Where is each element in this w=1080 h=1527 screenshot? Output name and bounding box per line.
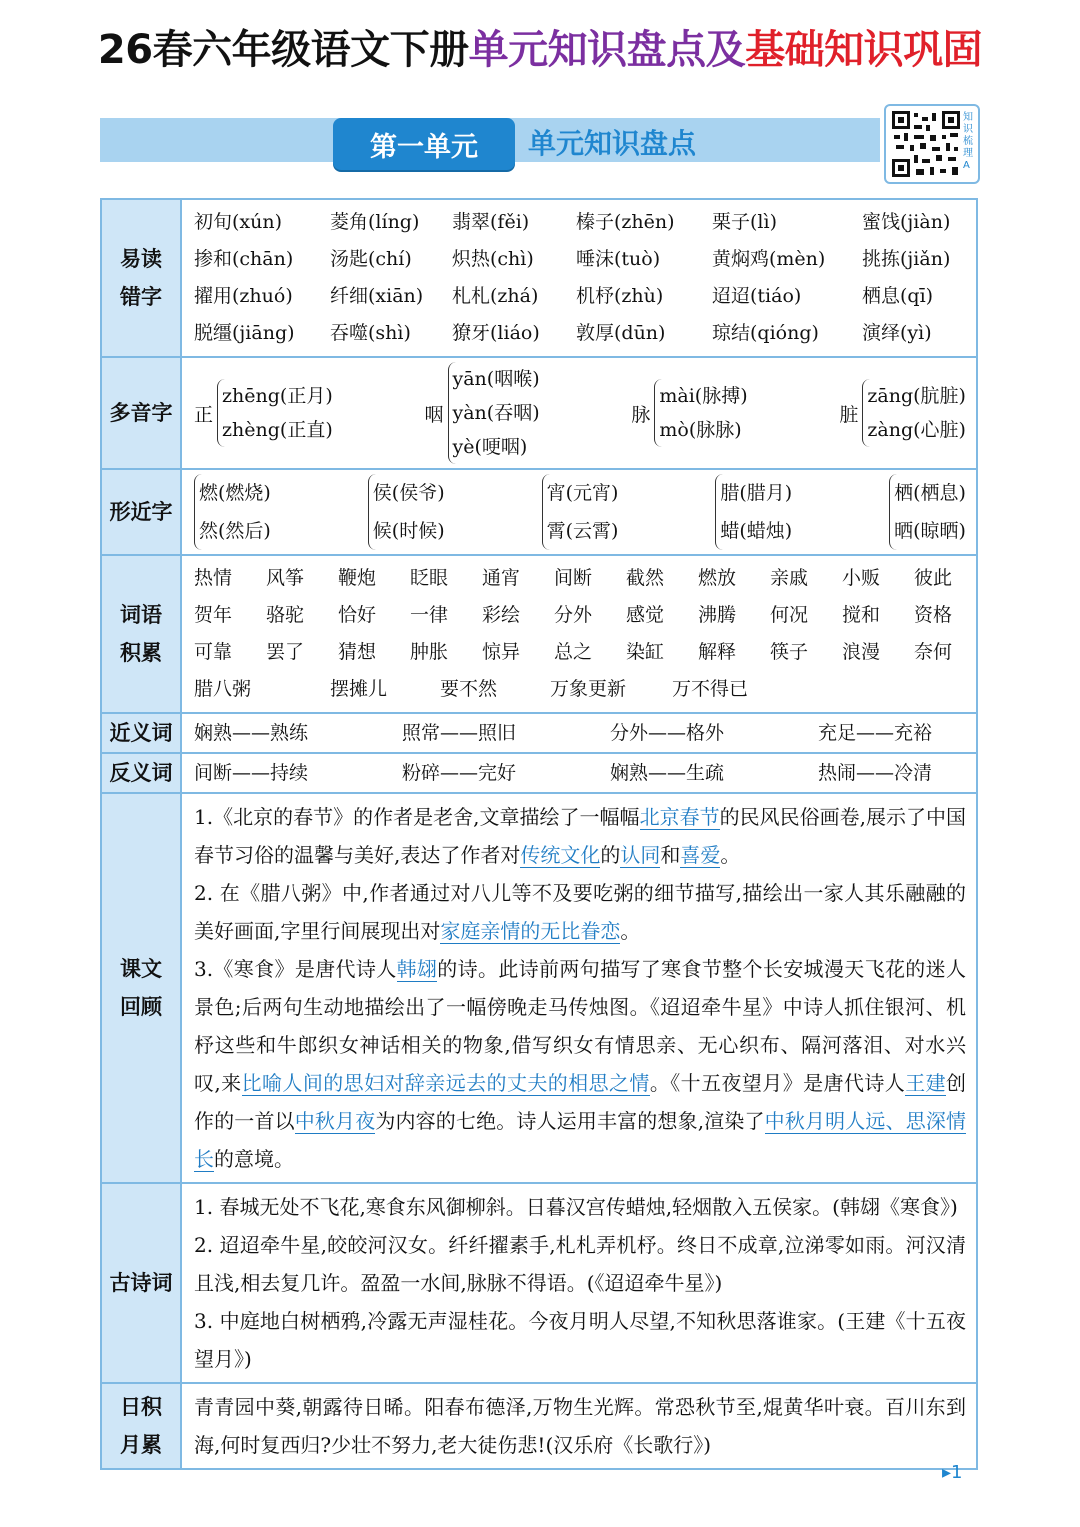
yidu-item: 掺和(chān): [194, 248, 294, 270]
ciyu-word: 解释: [698, 641, 737, 663]
xingjin-group: [368, 474, 445, 550]
xingjin-item: 燃(燃烧): [199, 482, 271, 504]
row-duoyin: [101, 357, 977, 469]
duoyin-char: 正: [194, 403, 214, 426]
yidu-item: 演绎(yì): [862, 322, 932, 344]
xingjin-item: 腊(腊月): [720, 482, 793, 504]
kewen-p3e: 。《十五夜望月》是唐代诗人: [649, 1071, 906, 1095]
kewen-content: [181, 793, 977, 1183]
duoyin-readings: [862, 379, 966, 447]
banner-part3: 基础知识巩固: [745, 27, 983, 73]
duoyin-row: [194, 362, 966, 464]
row-ciyu: [101, 555, 977, 713]
row-fanyi: [101, 753, 977, 793]
fanyi-pair: 粉碎——完好: [402, 761, 517, 784]
duoyin-reading: mò(脉脉): [659, 419, 742, 441]
duoyin-reading: zhèng(正直): [222, 419, 333, 441]
jinyi-pair: 分外——格外: [610, 721, 725, 744]
ciyu-word: 要不然: [440, 678, 498, 700]
kewen-hl-2: 传统文化: [520, 843, 601, 867]
ciyu-word: 万象更新: [550, 678, 627, 700]
label-kewen: [101, 793, 181, 1183]
label-gushi: 古诗词: [101, 1183, 181, 1383]
ciyu-word: 眨眼: [410, 567, 449, 589]
yidu-item: 栖息(qī): [862, 285, 934, 307]
xingjin-item: 蜡(蜡烛): [720, 520, 793, 542]
ciyu-word: 猜想: [338, 641, 377, 663]
kewen-hl-9: 中秋月夜: [294, 1109, 376, 1133]
label-yidu-2: 错字: [120, 285, 162, 309]
ciyu-grid2: [194, 671, 966, 708]
ciyu-word: 摆摊儿: [330, 678, 388, 700]
ciyu-word: 彩绘: [482, 604, 521, 626]
rijilei-content: [181, 1383, 977, 1469]
yidu-item: 纤细(xiān): [330, 285, 424, 307]
yidu-grid: [194, 204, 966, 352]
xingjin-item: 晒(晾晒): [894, 520, 966, 542]
duoyin-reading: zàng(心脏): [867, 419, 966, 441]
duoyin-reading: mài(脉搏): [659, 385, 748, 407]
kewen-p3: [194, 950, 966, 1178]
label-rijilei: [101, 1383, 181, 1469]
row-yidu: [101, 199, 977, 357]
xingjin-item: 霄(云霄): [546, 520, 619, 542]
ciyu-word: 热情: [194, 567, 233, 589]
yidu-item: 机杼(zhù): [576, 285, 664, 307]
kewen-p1: [194, 798, 966, 874]
ciyu-word: 分外: [554, 604, 593, 626]
yidu-content: [181, 199, 977, 357]
duoyin-char: 脉: [631, 403, 651, 426]
knowledge-table: [100, 198, 978, 1470]
yidu-item: 唾沫(tuò): [576, 248, 661, 270]
fanyi-grid: [194, 755, 966, 792]
jinyi-pair: 照常——照旧: [402, 721, 517, 744]
kewen-p2: [194, 874, 966, 950]
yidu-item: 黄焖鸡(mèn): [712, 248, 826, 270]
ciyu-word: 骆驼: [266, 604, 305, 626]
kewen-hl-4: 喜爱: [680, 843, 721, 867]
xingjin-item: 然(然后): [199, 520, 271, 542]
ciyu-word: 通宵: [482, 567, 521, 589]
kewen-hl-3: 认同: [620, 843, 661, 867]
gushi-p2: 2. 迢迢牵牛星,皎皎河汉女。纤纤擢素手,札札弄机杼。终日不成章,泣涕零如雨。河汉清且浅,相去复几许。盈盈一水间,脉脉不得语。(《迢迢牵牛星》): [194, 1233, 966, 1295]
ciyu-word: 筷子: [770, 641, 809, 663]
jinyi-grid: [194, 715, 966, 752]
ciyu-word: 截然: [626, 567, 665, 589]
ciyu-word: 贺年: [194, 604, 233, 626]
ciyu-content: [181, 555, 977, 713]
kewen-p3a: 3.《寒食》是唐代诗人: [194, 957, 397, 981]
duoyin-reading: zhēng(正月): [222, 385, 333, 407]
kewen-hl-6: 韩翃: [396, 957, 438, 981]
label-kewen-2: 回顾: [120, 995, 162, 1019]
duoyin-group: [839, 362, 966, 464]
yidu-item: 翡翠(fěi): [452, 211, 530, 233]
duoyin-readings: [448, 362, 540, 464]
xingjin-item: 宵(元宵): [546, 482, 619, 504]
ciyu-grid: [194, 560, 966, 671]
kewen-p1a: 1.《北京的春节》的作者是老舍,文章描绘了一幅幅: [194, 805, 640, 829]
yidu-item: 琼结(qióng): [712, 322, 819, 344]
ciyu-word: 一律: [410, 604, 449, 626]
kewen-hl-1: 北京春节: [639, 805, 720, 829]
label-fanyi: 反义词: [101, 753, 181, 793]
xingjin-item: 栖(栖息): [894, 482, 966, 504]
ciyu-word: 搅和: [842, 604, 881, 626]
fanyi-pair: 热闹——冷清: [818, 761, 933, 784]
kewen-p2a: 2. 在《腊八粥》中,作者通过对八儿等不及要吃粥的细节描写,描绘出一家人其乐融融的美好画面,字里行间展现出对: [194, 881, 966, 943]
yidu-item: 獠牙(liáo): [452, 322, 540, 344]
label-rijilei-2: 月累: [120, 1433, 162, 1457]
gushi-content: [181, 1183, 977, 1383]
yidu-item: 脱缰(jiāng): [194, 322, 295, 344]
xingjin-row: [194, 474, 966, 550]
xingjin-group: [715, 474, 792, 550]
xingjin-item: 侯(侯爷): [372, 482, 445, 504]
yidu-item: 初旬(xún): [194, 211, 283, 233]
ciyu-word: 浪漫: [842, 641, 881, 663]
label-rijilei-1: 日积: [120, 1395, 162, 1419]
duoyin-group: [631, 362, 747, 464]
yidu-item: 迢迢(tiáo): [712, 285, 802, 307]
kewen-p1e: 的: [600, 843, 621, 867]
kewen-p1g: 和: [660, 843, 681, 867]
xingjin-group: [194, 474, 271, 550]
kewen-p1c: 的民风民俗画卷,展示了中国春节习俗的温馨与美好,表达了作者对: [194, 805, 967, 867]
ciyu-word: 何况: [770, 604, 809, 626]
yidu-item: 榛子(zhēn): [576, 211, 675, 233]
duoyin-reading: yàn(吞咽): [452, 402, 540, 424]
ciyu-word: 沸腾: [698, 604, 737, 626]
yidu-item: 敦厚(dūn): [576, 322, 666, 344]
label-ciyu: [101, 555, 181, 713]
kewen-p3i: 为内容的七绝。诗人运用丰富的想象,渲染了: [375, 1109, 765, 1133]
label-duoyin: 多音字: [101, 357, 181, 469]
ciyu-word: 总之: [554, 641, 593, 663]
ciyu-word: 彼此: [914, 567, 953, 589]
duoyin-readings: [654, 379, 747, 447]
yidu-item: 擢用(zhuó): [194, 285, 293, 307]
row-kewen: [101, 793, 977, 1183]
fanyi-pair: 间断——持续: [194, 761, 309, 784]
ciyu-word: 资格: [914, 604, 953, 626]
kewen-p3k: 的意境。: [214, 1147, 294, 1171]
fanyi-content: [181, 753, 977, 793]
page-banner: [0, 18, 1080, 75]
duoyin-content: [181, 357, 977, 469]
jinyi-pair: 充足——充裕: [818, 721, 933, 744]
yidu-item: 札札(zhá): [452, 285, 539, 307]
yidu-item: 蜜饯(jiàn): [862, 211, 951, 233]
unit-badge: 第一单元: [333, 118, 515, 170]
row-jinyi: [101, 713, 977, 753]
yidu-item: 汤匙(chí): [330, 248, 412, 270]
duoyin-reading: yè(哽咽): [452, 436, 528, 458]
ciyu-word: 风筝: [266, 567, 305, 589]
unit-subtitle: 单元知识盘点: [528, 127, 697, 160]
ciyu-word: 罢了: [266, 641, 305, 663]
ciyu-word: 鞭炮: [338, 567, 377, 589]
label-xingjin: 形近字: [101, 469, 181, 555]
duoyin-char: 咽: [424, 403, 444, 426]
kewen-hl-8: 王建: [905, 1071, 947, 1095]
yidu-item: 炽热(chì): [452, 248, 534, 270]
qr-label: 知识梳理A: [963, 112, 973, 171]
jinyi-pair: 娴熟——熟练: [194, 721, 309, 744]
xingjin-content: [181, 469, 977, 555]
gushi-p3: 3. 中庭地白树栖鸦,冷露无声湿桂花。今夜月明人尽望,不知秋思落谁家。(王建《十五夜望月》): [194, 1309, 966, 1371]
duoyin-readings: [217, 379, 333, 447]
label-yidu-1: 易读: [120, 247, 162, 271]
yidu-item: 吞噬(shì): [330, 322, 411, 344]
duoyin-reading: yān(咽喉): [452, 368, 540, 390]
qr-code[interactable]: [884, 104, 980, 184]
kewen-p3c: 的诗。此诗前两句描写了寒食节整个长安城漫天飞花的迷人景色;后两句生动地描绘出了一幅傍晚走马传烛图。《迢迢牵牛星》中诗人抓住银河、机杼这些和牛郎织女神话相关的物象,借写织女有情思亲、无心织布、隔河落泪、对水兴叹,来: [194, 957, 967, 1095]
ciyu-word: 肿胀: [410, 641, 449, 663]
ciyu-word: 感觉: [626, 604, 665, 626]
label-jinyi: 近义词: [101, 713, 181, 753]
duoyin-group: [424, 362, 539, 464]
ciyu-word: 染缸: [626, 641, 665, 663]
row-rijilei: [101, 1383, 977, 1469]
ciyu-word: 亲戚: [770, 567, 809, 589]
ciyu-word: 恰好: [338, 604, 377, 626]
kewen-hl-10: 中秋月明人远、思深情长: [194, 1109, 967, 1171]
ciyu-word: 奈何: [914, 641, 953, 663]
label-ciyu-2: 积累: [120, 641, 162, 665]
kewen-hl-5: 家庭亲情的无比眷恋: [440, 919, 621, 943]
kewen-p3g: 创作的一首以: [194, 1071, 967, 1133]
ciyu-word: 腊八粥: [194, 678, 252, 700]
label-kewen-1: 课文: [120, 957, 162, 981]
duoyin-char: 脏: [839, 403, 859, 426]
kewen-p1i: 。: [720, 843, 741, 867]
row-xingjin: [101, 469, 977, 555]
rijilei-p1: 青青园中葵,朝露待日晞。阳春布德泽,万物生光辉。常恐秋节至,焜黄华叶衰。百川东到海,何时复西归?少壮不努力,老大徒伤悲!(汉乐府《长歌行》): [194, 1395, 966, 1457]
label-ciyu-1: 词语: [120, 603, 162, 627]
banner-part2: 单元知识盘点及: [468, 27, 746, 73]
label-yidu: [101, 199, 181, 357]
banner-part1: 26春六年级语文下册: [97, 27, 469, 73]
xingjin-group: [889, 474, 966, 550]
duoyin-group: [194, 362, 333, 464]
ciyu-word: 间断: [554, 567, 593, 589]
ciyu-word: 惊异: [482, 641, 521, 663]
row-gushi: [101, 1183, 977, 1383]
ciyu-word: 万不得已: [672, 678, 749, 700]
kewen-hl-7: 比喻人间的思妇对辞亲远去的丈夫的相思之情: [241, 1071, 650, 1095]
page-number: ▸1: [942, 1462, 963, 1483]
fanyi-pair: 娴熟——生疏: [610, 761, 725, 784]
qr-code-icon: [892, 111, 960, 177]
kewen-p2c: 。: [620, 919, 641, 943]
yidu-item: 栗子(lì): [712, 211, 777, 233]
ciyu-word: 燃放: [698, 567, 737, 589]
yidu-item: 菱角(líng): [330, 211, 420, 233]
ciyu-word: 可靠: [194, 641, 233, 663]
xingjin-item: 候(时候): [372, 520, 445, 542]
duoyin-reading: zāng(肮脏): [867, 385, 966, 407]
jinyi-content: [181, 713, 977, 753]
xingjin-group: [542, 474, 619, 550]
yidu-item: 挑拣(jiǎn): [862, 248, 951, 270]
ciyu-word: 小贩: [842, 567, 881, 589]
gushi-p1: 1. 春城无处不飞花,寒食东风御柳斜。日暮汉宫传蜡烛,轻烟散入五侯家。(韩翃《寒食》): [194, 1195, 958, 1219]
